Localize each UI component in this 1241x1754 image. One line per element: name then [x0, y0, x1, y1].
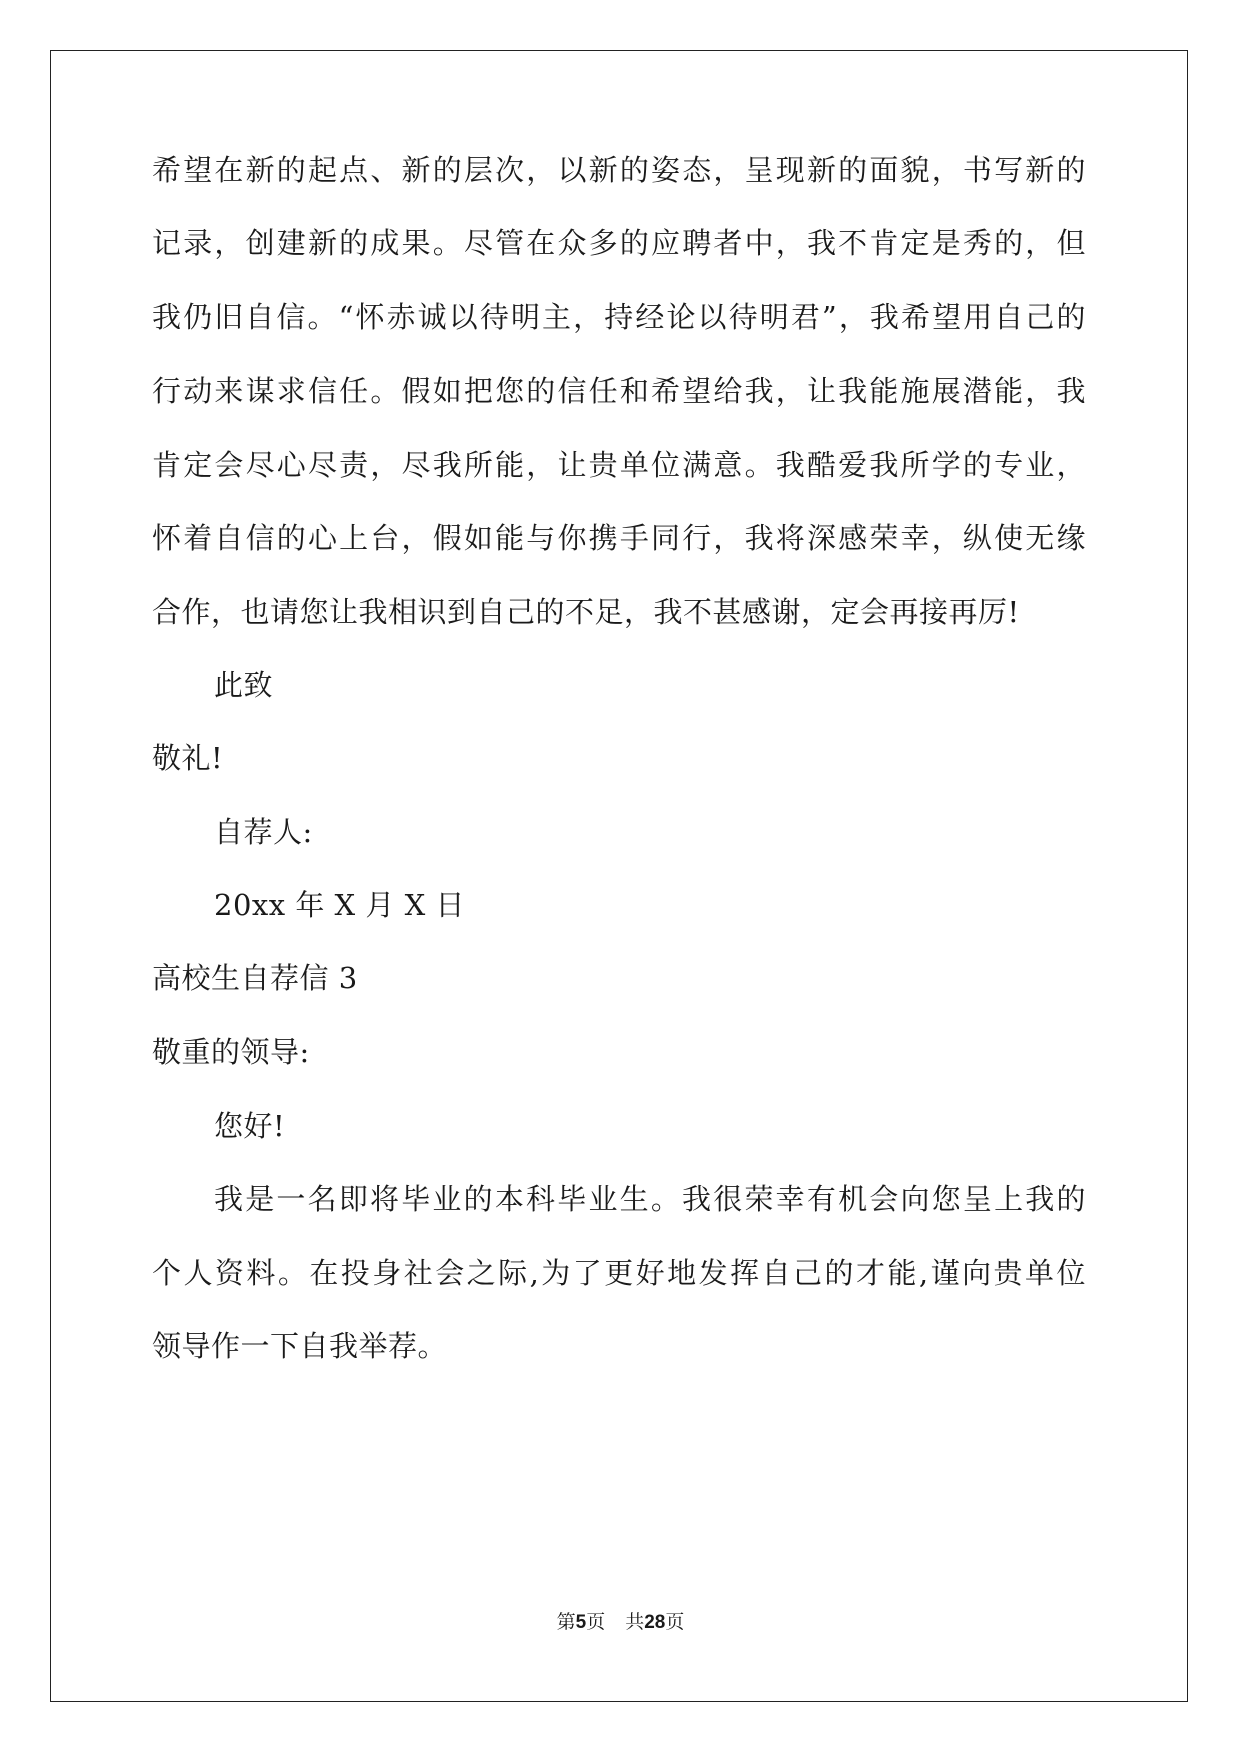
recipient-text: 敬重的领导: — [152, 1035, 310, 1069]
total-suffix: 页 — [665, 1611, 685, 1633]
paragraph-line-3: 我仍旧自信。“怀赤诚以待明主，持经论以待明君”，我希望用自己的 — [152, 300, 1086, 334]
letter-heading: 高校生自荐信 3 — [152, 961, 358, 995]
intro-line-3: 领导作一下自我举荐。 — [152, 1329, 448, 1363]
closing-text: 此致 — [214, 668, 274, 702]
paragraph-line-2: 记录，创建新的成果。尽管在众多的应聘者中，我不肯定是秀的，但 — [152, 226, 1086, 260]
page-current: 5 — [575, 1612, 587, 1633]
page-footer — [0, 1610, 1241, 1635]
greeting-text: 您好! — [214, 1109, 286, 1143]
signer-label: 自荐人: — [214, 815, 313, 849]
page-total: 28 — [644, 1612, 666, 1633]
paragraph-line-5: 肯定会尽心尽责，尽我所能，让贵单位满意。我酷爱我所学的专业， — [152, 448, 1086, 482]
paragraph-line-6: 怀着自信的心上台，假如能与你携手同行，我将深感荣幸，纵使无缘 — [152, 521, 1086, 555]
page-suffix: 页 — [586, 1611, 606, 1633]
paragraph-line-4: 行动来谋求信任。假如把您的信任和希望给我，让我能施展潜能，我 — [152, 374, 1086, 408]
date-text: 20xx 年 X 月 X 日 — [214, 888, 465, 922]
intro-line-2: 个人资料。在投身社会之际,为了更好地发挥自己的才能,谨向贵单位 — [152, 1256, 1086, 1290]
paragraph-line-1: 希望在新的起点、新的层次，以新的姿态，呈现新的面貌，书写新的 — [152, 153, 1086, 187]
page-prefix: 第 — [556, 1611, 576, 1633]
intro-line-1: 我是一名即将毕业的本科毕业生。我很荣幸有机会向您呈上我的 — [214, 1182, 1086, 1216]
salute-text: 敬礼! — [152, 741, 224, 775]
total-prefix: 共 — [625, 1611, 645, 1633]
paragraph-line-7: 合作，也请您让我相识到自己的不足，我不甚感谢，定会再接再厉! — [152, 595, 1020, 629]
